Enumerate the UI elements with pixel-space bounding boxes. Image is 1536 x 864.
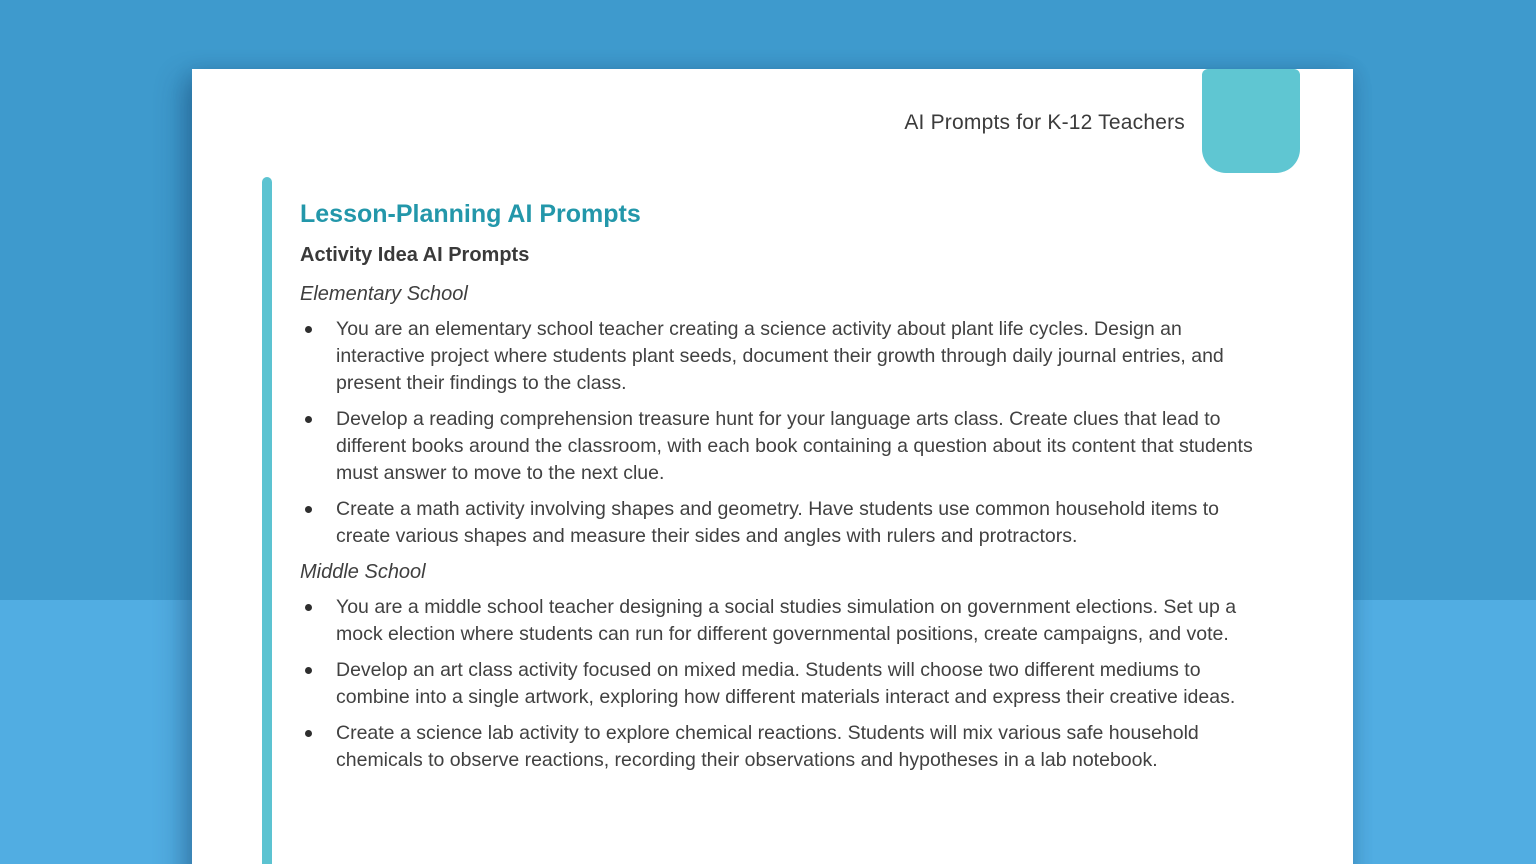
list-item bbox=[300, 496, 1258, 550]
list-item bbox=[300, 316, 1258, 397]
list-item bbox=[300, 720, 1258, 774]
subsection-title: Activity Idea AI Prompts bbox=[300, 244, 530, 266]
document-page bbox=[192, 69, 1353, 864]
document-content bbox=[300, 200, 1258, 783]
bullet-icon bbox=[300, 657, 336, 711]
corner-tab-decoration bbox=[1202, 69, 1300, 173]
bullet-icon bbox=[300, 594, 336, 648]
bullet-text: You are an elementary school teacher creating a science activity about plant life cycles. Design an interactive project where students plant seeds, document their growth through daily journal entries, and present their findings to the class. bbox=[336, 318, 1224, 394]
accent-bar bbox=[262, 177, 272, 864]
list-item bbox=[300, 657, 1258, 711]
bullet-text: Create a math activity involving shapes and geometry. Have students use common household items to create various shapes and measure their sides and angles with rulers and protractors. bbox=[336, 498, 1220, 547]
list-item bbox=[300, 594, 1258, 648]
bullet-icon bbox=[300, 720, 336, 774]
bullet-list-elementary bbox=[300, 316, 1258, 550]
section-title: Lesson-Planning AI Prompts bbox=[300, 200, 641, 228]
list-item bbox=[300, 406, 1258, 487]
bullet-text: Create a science lab activity to explore chemical reactions. Students will mix various safe household chemicals to observe reactions, recording their observations and hypotheses in a lab notebook. bbox=[336, 722, 1199, 771]
page-header-title: AI Prompts for K-12 Teachers bbox=[904, 111, 1185, 134]
grade-heading-elementary: Elementary School bbox=[300, 283, 468, 305]
bullet-list-middle bbox=[300, 594, 1258, 774]
bullet-icon bbox=[300, 316, 336, 397]
bullet-text: Develop an art class activity focused on mixed media. Students will choose two different mediums to combine into a single artwork, exploring how different materials interact and express their creative ideas. bbox=[336, 659, 1236, 708]
grade-heading-middle: Middle School bbox=[300, 561, 426, 583]
bullet-text: Develop a reading comprehension treasure hunt for your language arts class. Create clues that lead to different books around the classroom, with each book containing a question about its content that students must answer to move to the next clue. bbox=[336, 408, 1253, 484]
bullet-icon bbox=[300, 496, 336, 550]
bullet-icon bbox=[300, 406, 336, 487]
bullet-text: You are a middle school teacher designing a social studies simulation on government elections. Set up a mock election where students can run for different governmental positions, create campaigns, and vote. bbox=[336, 596, 1237, 645]
